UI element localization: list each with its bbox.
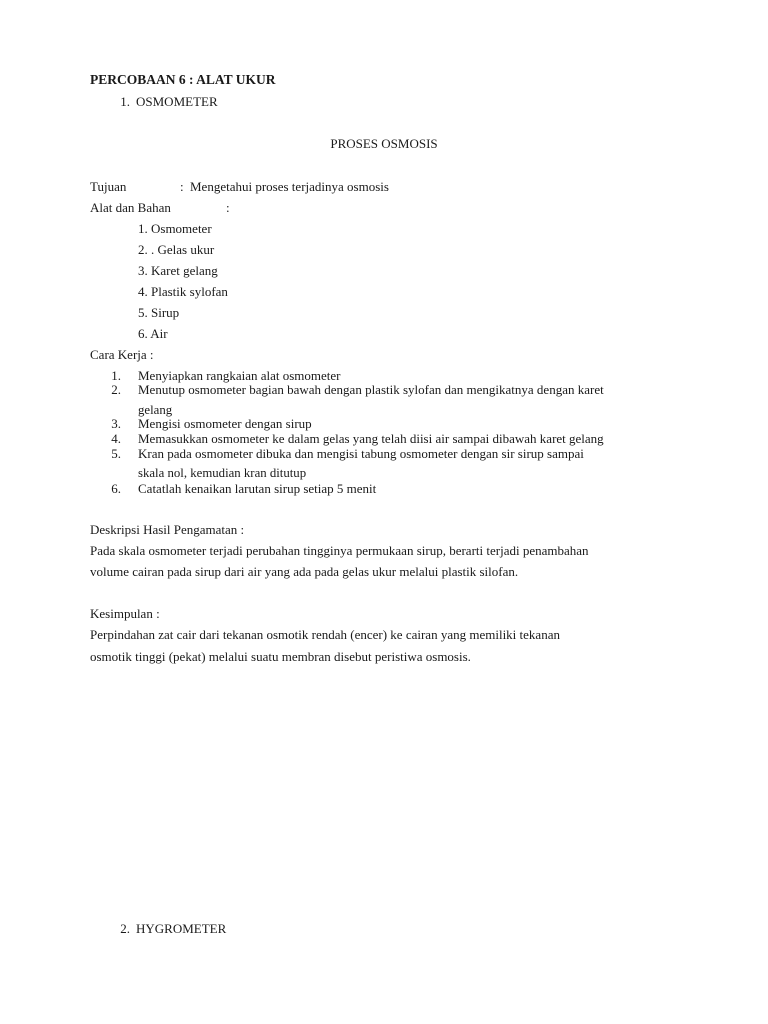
- material-item: 5. Sirup: [138, 305, 180, 320]
- tujuan-value: Mengetahui proses terjadinya osmosis: [190, 179, 389, 194]
- material-item: 3. Karet gelang: [138, 263, 218, 278]
- alat-bahan-separator: :: [226, 200, 230, 215]
- step-number: 1.: [111, 368, 121, 383]
- tujuan-label: Tujuan: [90, 179, 127, 194]
- document-title: PERCOBAAN 6 : ALAT UKUR: [90, 72, 276, 87]
- kesimpulan-text-line: Perpindahan zat cair dari tekanan osmotik rendah (encer) ke cairan yang memiliki tekanan: [90, 627, 560, 642]
- material-item: 4. Plastik sylofan: [138, 284, 228, 299]
- kesimpulan-label: Kesimpulan :: [90, 606, 160, 621]
- section-title: HYGROMETER: [136, 921, 227, 936]
- deskripsi-label: Deskripsi Hasil Pengamatan :: [90, 522, 245, 537]
- step-number: 5.: [111, 446, 121, 461]
- subtitle: PROSES OSMOSIS: [330, 136, 438, 151]
- section-title: OSMOMETER: [136, 94, 218, 109]
- section-number: 1.: [120, 94, 130, 109]
- material-item: 1. Osmometer: [138, 221, 212, 236]
- deskripsi-text-line: Pada skala osmometer terjadi perubahan tingginya permukaan sirup, berarti terjadi penambahan: [90, 543, 589, 558]
- material-item: 2. . Gelas ukur: [138, 242, 215, 257]
- step-number: 6.: [111, 481, 121, 496]
- section-number: 2.: [120, 921, 130, 936]
- step-number: 4.: [111, 431, 121, 446]
- step-text-continuation: gelang: [138, 403, 173, 417]
- step-text: Mengisi osmometer dengan sirup: [138, 416, 312, 431]
- step-text: Memasukkan osmometer ke dalam gelas yang telah diisi air sampai dibawah karet gelang: [138, 431, 604, 446]
- alat-bahan-label: Alat dan Bahan: [90, 200, 171, 215]
- step-text: Menyiapkan rangkaian alat osmometer: [138, 368, 341, 383]
- step-text-continuation: skala nol, kemudian kran ditutup: [138, 466, 307, 480]
- material-item: 6. Air: [138, 326, 168, 341]
- step-text: Catatlah kenaikan larutan sirup setiap 5 menit: [138, 481, 377, 496]
- step-number: 2.: [111, 382, 121, 397]
- step-number: 3.: [111, 416, 121, 431]
- section-heading-osmometer: [106, 94, 218, 110]
- deskripsi-text-line: volume cairan pada sirup dari air yang ada pada gelas ukur melalui plastik silofan.: [90, 564, 519, 579]
- tujuan-separator: :: [180, 179, 184, 194]
- kesimpulan-text-line: osmotik tinggi (pekat) melalui suatu membran disebut peristiwa osmosis.: [90, 649, 471, 664]
- step-text: Menutup osmometer bagian bawah dengan plastik sylofan dan mengikatnya dengan karet: [138, 382, 604, 397]
- section-heading-hygrometer: [106, 921, 226, 937]
- cara-kerja-label: Cara Kerja :: [90, 347, 154, 362]
- step-text: Kran pada osmometer dibuka dan mengisi tabung osmometer dengan sir sirup sampai: [138, 446, 584, 461]
